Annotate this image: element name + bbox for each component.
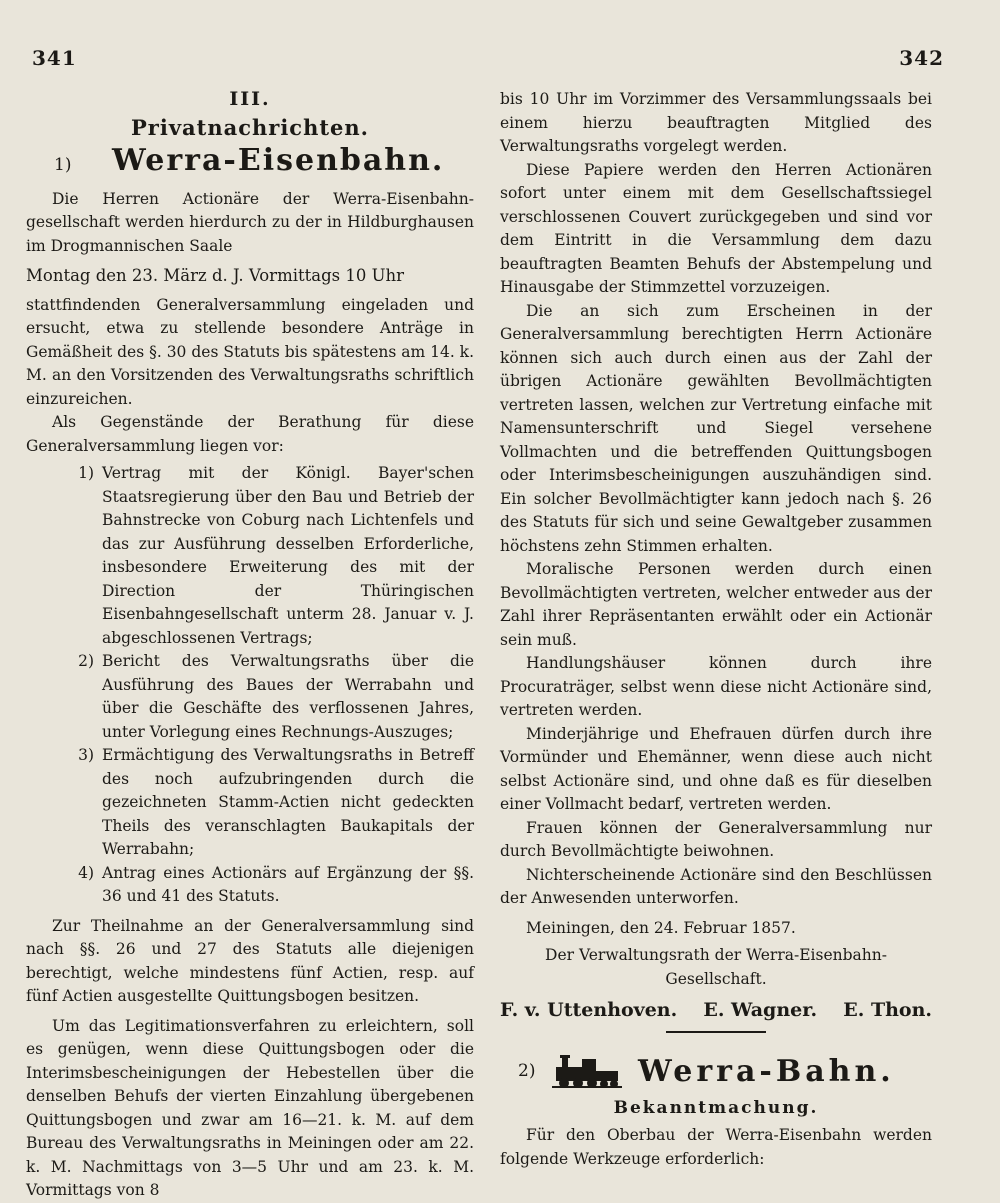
section-number: III. [229,88,271,110]
agenda-item-text: Bericht des Verwaltungsraths über die Ausführung des Baues der Werrabahn und über die Geschäfte des verflossenen Jahres, unter Vorlegung eines Rechnungs-Auszuges; [102,652,474,741]
agenda-item-text: Ermächtigung des Verwaltungsraths in Betreff des noch aufzubringenden durch die gezeichneten Stamm-Actien nicht gedeckten Theils des veranschlagten Baukapitals der Werrabahn; [102,746,474,858]
body-paragraph: Diese Papiere werden den Herren Actionären sofort unter einem mit dem Gesellschaftssiegel verschlossenen Couvert zurückgegeben und sind vor dem Eintritt in die Versammlung dem dazu beauftragten Beamten Behufs der Abstempelung und Hinausgabe der Stimmzettel vorzuzeigen. [500,160,932,296]
agenda-item-number: 4) [78,863,94,882]
agenda-item [26,744,474,862]
agenda-item [26,862,474,909]
signatures [500,999,932,1023]
invitation-paragraph: stattfindenden Generalversammlung eingeladen und ersucht, etwa zu stellende besondere Anträge in Gemäßheit des §. 30 des Statuts bis spätestens am 14. k. M. an den Vorsitzenden des Verwaltungsraths schriftlich einzureichen. [26,295,474,408]
notice-2-text: Für den Oberbau der Werra-Eisenbahn werden folgende Werkzeuge erforderlich: [500,1126,932,1168]
agenda-item [26,462,474,650]
page-number-right: 342 [899,46,944,70]
page-number-left: 341 [32,46,77,70]
notice-2-number: 2) [518,1060,536,1081]
signature-name: E. Wagner. [703,999,818,1021]
notice-1-heading [26,143,474,178]
body-paragraph: Nichterscheinende Actionäre sind den Beschlüssen der Anwesenden unterworfen. [500,865,932,907]
meeting-date: Montag den 23. März d. J. Vormittags 10 Uhr [26,266,405,285]
board-signature-line: Der Verwaltungsrath der Werra-Eisenbahn-Gesellschaft. [545,946,887,988]
participation-paragraph: Zur Theilnahme an der Generalversammlung sind nach §§. 26 und 27 des Statuts alle diejenigen berechtigt, welche mindestens fünf Actien, resp. auf fünf Actien ausgestellte Quittungsbogen besitzen. [26,916,474,1005]
notice-2-subtitle: Bekanntmachung. [613,1097,819,1118]
place-date: Meiningen, den 24. Februar 1857. [526,918,796,937]
agenda-item-text: Antrag eines Actionärs auf Ergänzung der §§. 36 und 41 des Statuts. [102,863,474,905]
signature-name: F. v. Uttenhoven. [500,999,678,1021]
legitimation-paragraph: Um das Legitimationsverfahren zu erleichtern, soll es genügen, wenn diese Quittungsbogen oder die Interimsbescheinigungen der Hebestellen über die denselben Behufs der vierten Einzahlung übergebenen Quittungsbogen und zwar am 16—21. k. M. auf dem Bureau des Verwaltungsraths in Meiningen oder am 22. k. M. Nachmittags von 3—5 Uhr und am 23. k. M. Vormittags von 8 [26,1016,474,1199]
right-column [500,88,932,1171]
notice-1-number: 1) [54,155,72,175]
divider-rule [666,1031,766,1033]
legitimation-continued: bis 10 Uhr im Vorzimmer des Versammlungssaals bei einem hierzu beauftragten Mitglied des Verwaltungsraths vorgelegt werden. [500,90,932,155]
left-column [26,88,474,1203]
body-paragraph: Moralische Personen werden durch einen Bevollmächtigten vertreten, welcher entweder aus der Zahl ihrer Repräsentanten erwählt oder ein Actionär sein muß. [500,560,932,649]
notice-1-title: Werra-Eisenbahn. [112,143,445,178]
body-paragraph: Frauen können der Generalversammlung nur durch Bevollmächtigte beiwohnen. [500,818,932,860]
notice-2-title: Werra-Bahn. [638,1053,895,1089]
agenda-list [26,462,474,909]
notice-2-heading [500,1053,932,1091]
body-paragraph: Minderjährige und Ehefrauen dürfen durch ihre Vormünder und Ehemänner, wenn diese auch nicht selbst Actionäre sind, und ohne daß es für dieselben einer Vollmacht bedarf, vertreten werden. [500,724,932,813]
signature-name: E. Thon. [843,999,932,1021]
locomotive-icon [552,1053,622,1091]
agenda-item-number: 1) [78,464,94,482]
notice-1-intro: Die Herren Actionäre der Werra-Eisenbahn-gesellschaft werden hierdurch zu der in Hildburghausen im Drogmannischen Saale [26,189,474,255]
agenda-intro: Als Gegenstände der Berathung für diese Generalversammlung liegen vor: [26,413,474,455]
body-paragraph: Die an sich zum Erscheinen in der Generalversammlung berechtigten Herrn Actionäre können sich auch durch einen aus der Zahl der übrigen Actionäre gewählten Bevollmächtigten vertreten lassen, welchen zur Vertretung einfache mit Namensunterschrift und Siegel versehene Vollmachten und die betreffenden Quittungsbogen oder Interimsbescheinigungen auszuhändigen sind. Ein solcher Bevollmächtigter kann jedoch nach §. 26 des Statuts für sich und seine Gewaltgeber zusammen höchstens zehn Stimmen erhalten. [500,301,932,555]
agenda-item-text: Vertrag mit der Königl. Bayer'schen Staatsregierung über den Bau und Betrieb der Bahnstrecke von Coburg nach Lichtenfels und das zur Ausführung desselben Erforderliche, insbesondere Erweiterung des mit der Direction der Thüringischen Eisenbahngesellschaft unterm 28. Januar v. J. abgeschlossenen Vertrags; [102,464,474,647]
agenda-item-number: 3) [78,746,94,764]
section-title: Privatnachrichten. [130,114,369,140]
body-paragraph: Handlungshäuser können durch ihre Procuraträger, selbst wenn diese nicht Actionäre sind, vertreten werden. [500,654,932,719]
agenda-item [26,650,474,744]
agenda-item-number: 2) [78,652,94,670]
